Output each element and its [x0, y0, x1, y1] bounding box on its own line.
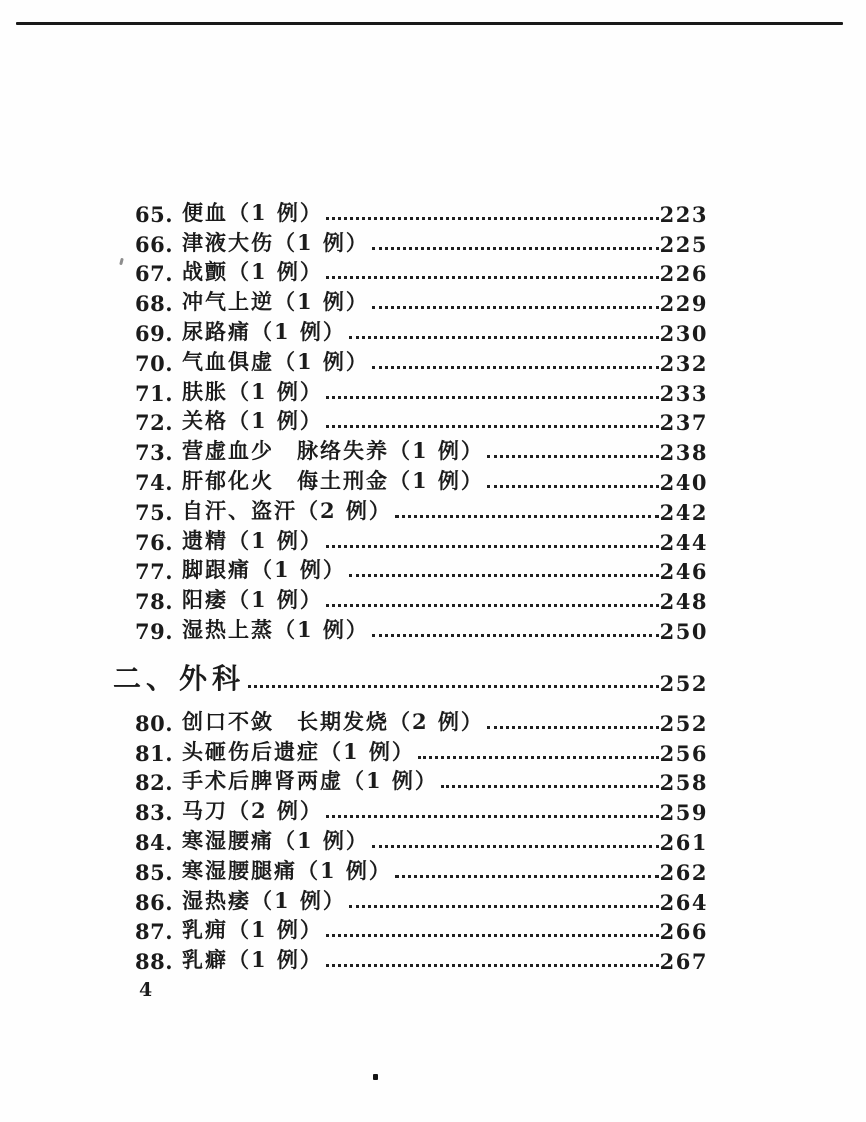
- entry-title: 寒湿腰痛（1 例）: [182, 827, 369, 853]
- toc-entry: [113, 346, 708, 376]
- entry-title: 便血（1 例）: [182, 199, 323, 225]
- entry-page-number: 266: [659, 919, 708, 945]
- entry-page-number: 267: [659, 949, 708, 975]
- dotted-leader: [487, 455, 659, 458]
- dotted-leader: [349, 574, 659, 577]
- toc-entry: [113, 227, 708, 257]
- section-page-number: 252: [659, 670, 708, 696]
- dotted-leader: [372, 306, 659, 309]
- entry-title: 肝郁化火 侮土刑金（1 例）: [182, 467, 484, 493]
- dotted-leader: [395, 515, 659, 518]
- toc-entry: [113, 555, 708, 585]
- dotted-leader: [487, 726, 659, 729]
- toc-entry: [113, 825, 708, 855]
- entry-title: 湿热上蒸（1 例）: [182, 616, 369, 642]
- dotted-leader: [248, 685, 659, 688]
- entry-page-number: 264: [659, 889, 708, 915]
- dotted-leader: [326, 276, 659, 279]
- entry-page-number: 240: [659, 469, 708, 495]
- entry-page-number: 258: [659, 770, 708, 796]
- page-top-edge-line: [16, 22, 843, 25]
- entry-page-number: 230: [659, 320, 708, 346]
- entry-title: 冲气上逆（1 例）: [182, 289, 369, 315]
- page-number: 4: [139, 979, 154, 1001]
- entry-page-number: 252: [659, 710, 708, 736]
- toc-entry: [113, 257, 708, 287]
- section-heading-label: 二、外科: [113, 661, 246, 695]
- entry-number: 80.: [135, 710, 174, 736]
- toc-entry: [113, 614, 708, 644]
- dotted-leader: [326, 604, 659, 607]
- entry-page-number: 223: [659, 201, 708, 227]
- entry-number: 70.: [135, 350, 174, 376]
- entry-number: 84.: [135, 829, 174, 855]
- entry-number: 68.: [135, 291, 174, 317]
- entry-title: 脚跟痛（1 例）: [182, 557, 346, 583]
- entry-number: 86.: [135, 889, 174, 915]
- dotted-leader: [395, 875, 659, 878]
- entry-page-number: 226: [659, 261, 708, 287]
- toc-entry: [113, 406, 708, 436]
- toc-entry: [113, 435, 708, 465]
- entry-number: 66.: [135, 231, 174, 257]
- toc-entry: [113, 915, 708, 945]
- entry-title: 创口不敛 长期发烧（2 例）: [182, 708, 484, 734]
- dotted-leader: [326, 396, 659, 399]
- toc-entry: [113, 766, 708, 796]
- entry-title: 头砸伤后遗症（1 例）: [182, 738, 415, 764]
- entry-number: 81.: [135, 740, 174, 766]
- table-of-contents: [113, 197, 708, 974]
- entry-title: 气血俱虚（1 例）: [182, 348, 369, 374]
- entry-number: 72.: [135, 410, 174, 436]
- entry-title: 寒湿腰腿痛（1 例）: [182, 857, 392, 883]
- entry-title: 阳痿（1 例）: [182, 587, 323, 613]
- entry-title: 津液大伤（1 例）: [182, 229, 369, 255]
- entry-title: 战颤（1 例）: [182, 259, 323, 285]
- toc-entry: [113, 197, 708, 227]
- entry-number: 69.: [135, 320, 174, 346]
- toc-entry: [113, 376, 708, 406]
- entry-page-number: 237: [659, 410, 708, 436]
- entry-number: 77.: [135, 559, 174, 585]
- entry-number: 83.: [135, 800, 174, 826]
- entry-page-number: 242: [659, 499, 708, 525]
- entry-title: 关格（1 例）: [182, 408, 323, 434]
- dotted-leader: [349, 336, 659, 339]
- entry-title: 乳痈（1 例）: [182, 917, 323, 943]
- dotted-leader: [326, 217, 659, 220]
- dotted-leader: [418, 756, 659, 759]
- entry-title: 遗精（1 例）: [182, 527, 323, 553]
- entry-number: 75.: [135, 499, 174, 525]
- toc-entry: [113, 316, 708, 346]
- dotted-leader: [441, 785, 659, 788]
- toc-entry: [113, 885, 708, 915]
- entry-number: 71.: [135, 380, 174, 406]
- entry-title: 自汗、盗汗（2 例）: [182, 497, 392, 523]
- entry-title: 湿热痿（1 例）: [182, 887, 346, 913]
- dotted-leader: [326, 425, 659, 428]
- entry-page-number: 225: [659, 231, 708, 257]
- entry-number: 88.: [135, 949, 174, 975]
- entry-title: 手术后脾肾两虚（1 例）: [182, 768, 438, 794]
- entry-page-number: 229: [659, 291, 708, 317]
- dotted-leader: [326, 815, 659, 818]
- entry-number: 76.: [135, 529, 174, 555]
- entry-title: 尿路痛（1 例）: [182, 318, 346, 344]
- scan-speck: [373, 1074, 378, 1080]
- entry-number: 82.: [135, 770, 174, 796]
- entry-page-number: 259: [659, 800, 708, 826]
- toc-entry: [113, 584, 708, 614]
- dotted-leader: [372, 634, 659, 637]
- toc-entry: [113, 944, 708, 974]
- entry-page-number: 250: [659, 618, 708, 644]
- entry-page-number: 233: [659, 380, 708, 406]
- entry-number: 87.: [135, 919, 174, 945]
- toc-entry: [113, 855, 708, 885]
- entry-number: 78.: [135, 589, 174, 615]
- entry-page-number: 246: [659, 559, 708, 585]
- entry-title: 乳癖（1 例）: [182, 947, 323, 973]
- entry-page-number: 256: [659, 740, 708, 766]
- dotted-leader: [372, 845, 659, 848]
- dotted-leader: [326, 964, 659, 967]
- dotted-leader: [487, 485, 659, 488]
- entry-page-number: 238: [659, 440, 708, 466]
- toc-entry: [113, 525, 708, 555]
- dotted-leader: [326, 545, 659, 548]
- entry-number: 85.: [135, 859, 174, 885]
- entry-number: 65.: [135, 201, 174, 227]
- entry-number: 73.: [135, 440, 174, 466]
- entry-page-number: 244: [659, 529, 708, 555]
- entry-number: 74.: [135, 469, 174, 495]
- entry-number: 67.: [135, 261, 174, 287]
- entry-page-number: 262: [659, 859, 708, 885]
- dotted-leader: [372, 366, 659, 369]
- entry-page-number: 232: [659, 350, 708, 376]
- entry-title: 肤胀（1 例）: [182, 378, 323, 404]
- entry-page-number: 248: [659, 589, 708, 615]
- dotted-leader: [372, 247, 659, 250]
- entry-title: 营虚血少 脉络失养（1 例）: [182, 438, 484, 464]
- toc-entry: [113, 706, 708, 736]
- toc-entry: [113, 465, 708, 495]
- dotted-leader: [349, 905, 659, 908]
- entry-title: 马刀（2 例）: [182, 798, 323, 824]
- toc-entry: [113, 495, 708, 525]
- toc-entry: [113, 286, 708, 316]
- toc-entry: [113, 795, 708, 825]
- entry-number: 79.: [135, 618, 174, 644]
- toc-entry: [113, 736, 708, 766]
- toc-section-heading: [113, 651, 708, 697]
- dotted-leader: [326, 934, 659, 937]
- entry-page-number: 261: [659, 829, 708, 855]
